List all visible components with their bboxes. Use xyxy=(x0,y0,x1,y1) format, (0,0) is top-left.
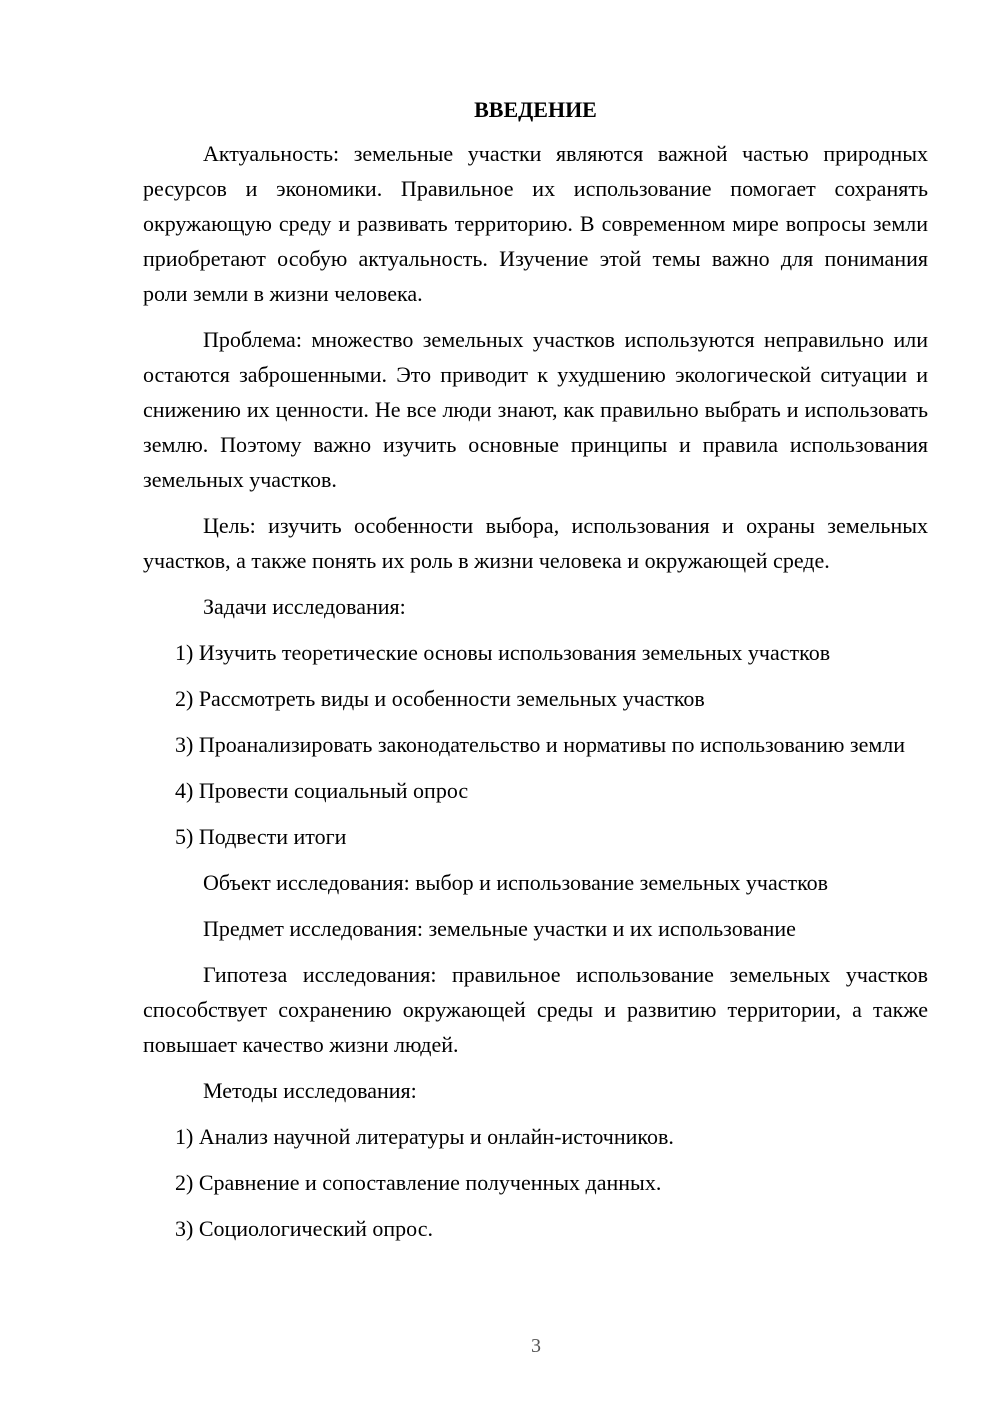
page-number: 3 xyxy=(531,1335,541,1357)
task-item: 2) Рассмотреть виды и особенности земельных участков xyxy=(175,686,705,711)
tasks-heading: Задачи исследования: xyxy=(203,594,406,619)
method-item: 2) Сравнение и сопоставление полученных данных. xyxy=(175,1170,662,1195)
relevance-paragraph: Актуальность: земельные участки являются важной частью природных ресурсов и экономики. Правильное их использование помогает сохранять окружающую среду и развивать территорию. В современном мире вопросы земли приобретают особую актуальность. Изучение этой темы важно для понимания роли земли в жизни человека. xyxy=(143,141,928,306)
method-item: 3) Социологический опрос. xyxy=(175,1216,433,1241)
hypothesis-paragraph: Гипотеза исследования: правильное использование земельных участков способствует сохранению окружающей среды и развитию территории, а также повышает качество жизни людей. xyxy=(143,962,928,1057)
section-title: ВВЕДЕНИЕ xyxy=(474,97,597,122)
task-item: 3) Проанализировать законодательство и нормативы по использованию земли xyxy=(175,732,906,757)
methods-heading: Методы исследования: xyxy=(203,1078,417,1103)
problem-paragraph: Проблема: множество земельных участков используются неправильно или остаются заброшенными. Это приводит к ухудшению экологической ситуации и снижению их ценности. Не все люди знают, как правильно выбрать и использовать землю. Поэтому важно изучить основные принципы и правила использования земельных участков. xyxy=(143,327,928,492)
goal-paragraph: Цель: изучить особенности выбора, использования и охраны земельных участков, а также понять их роль в жизни человека и окружающей среде. xyxy=(143,513,928,573)
object-line: Объект исследования: выбор и использование земельных участков xyxy=(203,870,829,895)
task-item: 4) Провести социальный опрос xyxy=(175,778,469,803)
task-item: 5) Подвести итоги xyxy=(175,824,347,849)
method-item: 1) Анализ научной литературы и онлайн-источников. xyxy=(175,1124,674,1149)
document-page xyxy=(143,95,928,1257)
task-item: 1) Изучить теоретические основы использования земельных участков xyxy=(175,640,831,665)
subject-line: Предмет исследования: земельные участки и их использование xyxy=(203,916,796,941)
